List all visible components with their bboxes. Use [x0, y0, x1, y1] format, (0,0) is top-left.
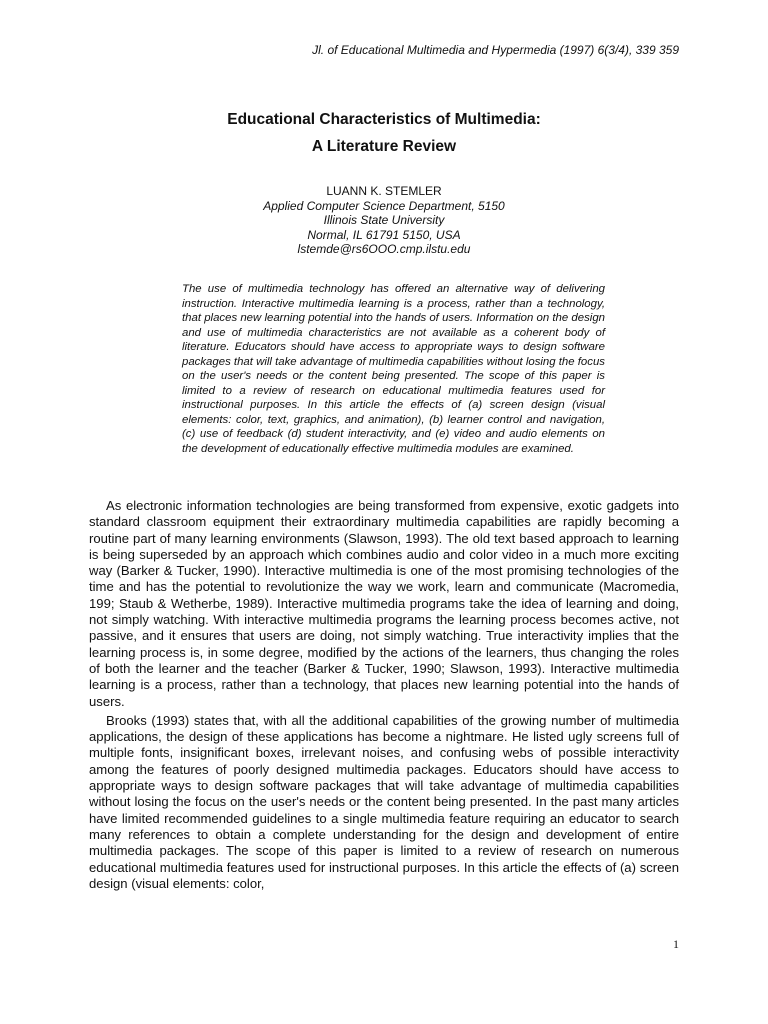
- author-university: Illinois State University: [323, 213, 445, 227]
- author-block: [0, 184, 768, 257]
- paper-title: [0, 106, 768, 160]
- body-paragraph-2: Brooks (1993) states that, with all the additional capabilities of the growing number of multimedia applications, the design of these applications has become a nightmare. He listed ugly screens full of multiple fonts, insignificant boxes, irrelevant noises, and confusing webs of possible interactivity among the features of poorly designed multimedia packages. Educators should have access to appropriate ways to design software packages that will take advantage of multimedia capabilities without losing the focus on the user's needs or the content being presented. In the past many articles have limited recommended guidelines to a single multimedia feature requiring an educator to search many references to obtain a complete understanding for the design and development of entire multimedia packages. The scope of this paper is limited to a review of research on numerous educational multimedia features used for instructional purposes. In this article the effects of (a) screen design (visual elements: color,: [89, 712, 679, 891]
- journal-reference: Jl. of Educational Multimedia and Hypermedia (1997) 6(3/4), 339 359: [312, 43, 679, 57]
- author-name: LUANN K. STEMLER: [326, 184, 442, 198]
- page-number: 1: [673, 937, 679, 951]
- author-department: Applied Computer Science Department, 5150: [263, 198, 505, 213]
- title-line-1: Educational Characteristics of Multimedia:: [227, 111, 541, 128]
- body-paragraph-1: As electronic information technologies are being transformed from expensive, exotic gadgets into standard classroom equipment their extraordinary multimedia capabilities are rapidly becoming a routine part of many learning environments (Slawson, 1993). The old text based approach to learning is being superseded by an approach which combines audio and color video in a much more exciting way (Barker & Tucker, 1990). Interactive multimedia is one of the most promising technologies of the time and has the potential to revolutionize the way we work, learn and communicate (Macromedia, 199; Staub & Wetherbe, 1989). Interactive multimedia programs take the idea of learning and doing, not simply watching. With interactive multimedia programs the learning process becomes active, not passive, and it ensures that users are doing, not simply watching. True interactivity implies that the learning process is, in some degree, modified by the actions of the learners, thus changing the roles of both the learner and the teacher (Barker & Tucker, 1990; Slawson, 1993). Interactive multimedia learning is a process, rather than a technology, that places new learning potential into the hands of users.: [89, 498, 679, 709]
- author-address: Normal, IL 61791 5150, USA: [307, 227, 461, 242]
- body-text: [89, 498, 679, 895]
- author-email: lstemde@rs6OOO.cmp.ilstu.edu: [297, 242, 471, 256]
- abstract: The use of multimedia technology has offered an alternative way of delivering instruction. Interactive multimedia learning is a process, rather than a technology, that places new learning potential into the hands of users. Information on the design and use of multimedia characteristics are not available as a coherent body of literature. Educators should have access to appropriate ways to design software packages that will take advantage of multimedia capabilities without losing the focus on the user's needs or the content being presented. The scope of this paper is limited to a review of research on educational multimedia features used for instructional purposes. In this article the effects of (a) screen design (visual elements: color, text, graphics, and animation), (b) learner control and navigation, (c) use of feedback (d) student interactivity, and (e) video and audio elements on the development of educationally effective multimedia modules are examined.: [182, 283, 605, 456]
- title-line-2: A Literature Review: [311, 138, 457, 155]
